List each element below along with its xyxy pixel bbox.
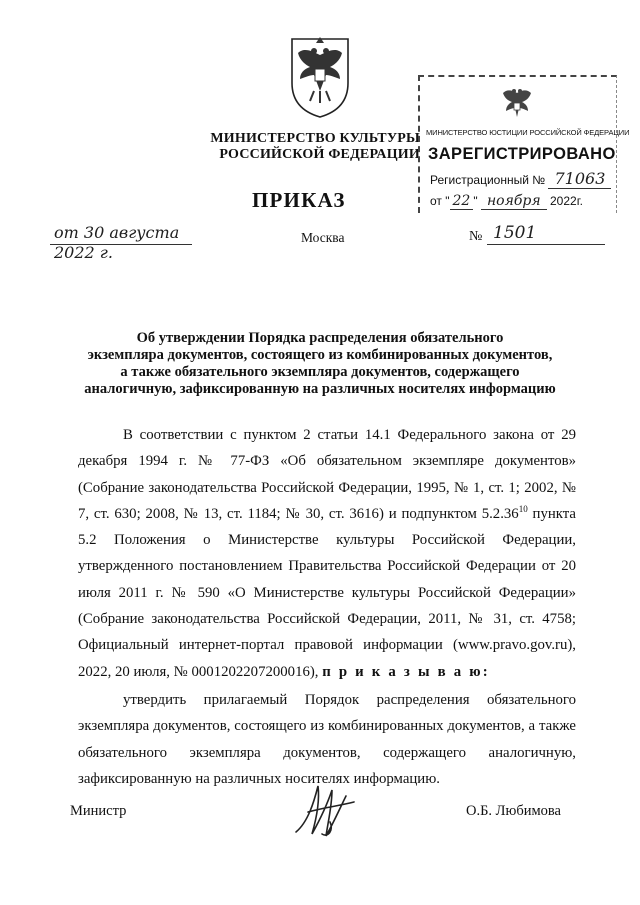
document-city: Москва bbox=[301, 230, 345, 245]
para1-text-b: пункта 5.2 Положения о Министерстве культуры Российской Федерации, утвержденного постановлением Правительства Российской Федерации от 20 июля 2011 г. № 590 «О Министерстве культуры Российской Федерации» (Собрание законодательства Российской Федерации, 2011, № 31, ст. 4758; Официальный интернет-портал правовой информации (www.pravo.gov.ru), 2022, 20 июля, № 0001202207200016), bbox=[78, 505, 576, 680]
subject-line-2: экземпляра документов, состоящего из комбинированных документов, bbox=[87, 347, 553, 363]
document-subject bbox=[60, 330, 580, 398]
para1-superscript: 10 bbox=[518, 503, 528, 514]
body-paragraph-1 bbox=[78, 422, 576, 685]
document-date: от 30 августа 2022 г. bbox=[54, 223, 180, 262]
stamp-month: ноября bbox=[481, 193, 547, 210]
signatory-position: Министр bbox=[70, 803, 127, 819]
document-number-field bbox=[487, 222, 605, 245]
document-body bbox=[78, 422, 576, 792]
stamp-date-row: от " 22 " ноября 2022г. bbox=[430, 193, 583, 209]
document-title: ПРИКАЗ bbox=[252, 188, 346, 212]
stamp-reg-number-row bbox=[430, 169, 611, 189]
stamp-reg-label: Регистрационный № bbox=[430, 173, 546, 187]
subject-line-4: аналогичную, зафиксированную на различных носителях информацию bbox=[84, 381, 556, 397]
body-paragraph-2: утвердить прилагаемый Порядок распределения обязательного экземпляра документов, состоящего из комбинированных документов, а также обязательного экземпляра документов, содержащего аналогичную, зафиксированную на различных носителях информацию. bbox=[78, 691, 576, 787]
registration-stamp bbox=[418, 75, 630, 213]
stamp-date-prefix: от bbox=[430, 194, 442, 208]
signatory-name: О.Б. Любимова bbox=[466, 803, 561, 819]
ministry-header bbox=[160, 131, 420, 163]
subject-line-3: а также обязательного экземпляра документов, содержащего bbox=[120, 364, 520, 380]
ministry-line-2: РОССИЙСКОЙ ФЕДЕРАЦИИ bbox=[219, 147, 420, 162]
document-date-field bbox=[50, 222, 192, 262]
handwritten-signature-icon bbox=[288, 772, 368, 852]
stamp-reg-number: 71063 bbox=[548, 169, 611, 189]
order-word: п р и к а з ы в а ю: bbox=[322, 663, 490, 680]
ministry-line-1: МИНИСТЕРСТВО КУЛЬТУРЫ bbox=[210, 131, 420, 146]
stamp-registered: ЗАРЕГИСТРИРОВАНО bbox=[428, 145, 616, 163]
document-number: 1501 bbox=[493, 223, 537, 243]
subject-line-1: Об утверждении Порядка распределения обязательного bbox=[136, 330, 504, 346]
stamp-emblem-icon bbox=[500, 85, 534, 125]
document-number-label: № bbox=[469, 229, 483, 244]
para1-text-a: В соответствии с пунктом 2 статьи 14.1 Федерального закона от 29 декабря 1994 г. № 77-ФЗ «Об обязательном экземпляре документов» (Собрание законодательства Российской Федерации, 1995, № 1, ст. 1; 2002, № 7, ст. 630; 2008, № 13, ст. 1184; № 30, ст. 3616) и подпунктом 5.2.36 bbox=[78, 427, 576, 522]
stamp-ministry: МИНИСТЕРСТВО ЮСТИЦИИ РОССИЙСКОЙ ФЕДЕРАЦИИ bbox=[426, 128, 630, 137]
stamp-day: 22 bbox=[450, 193, 474, 210]
stamp-year: 2022г. bbox=[550, 194, 583, 208]
russian-coat-of-arms-icon bbox=[288, 33, 352, 119]
